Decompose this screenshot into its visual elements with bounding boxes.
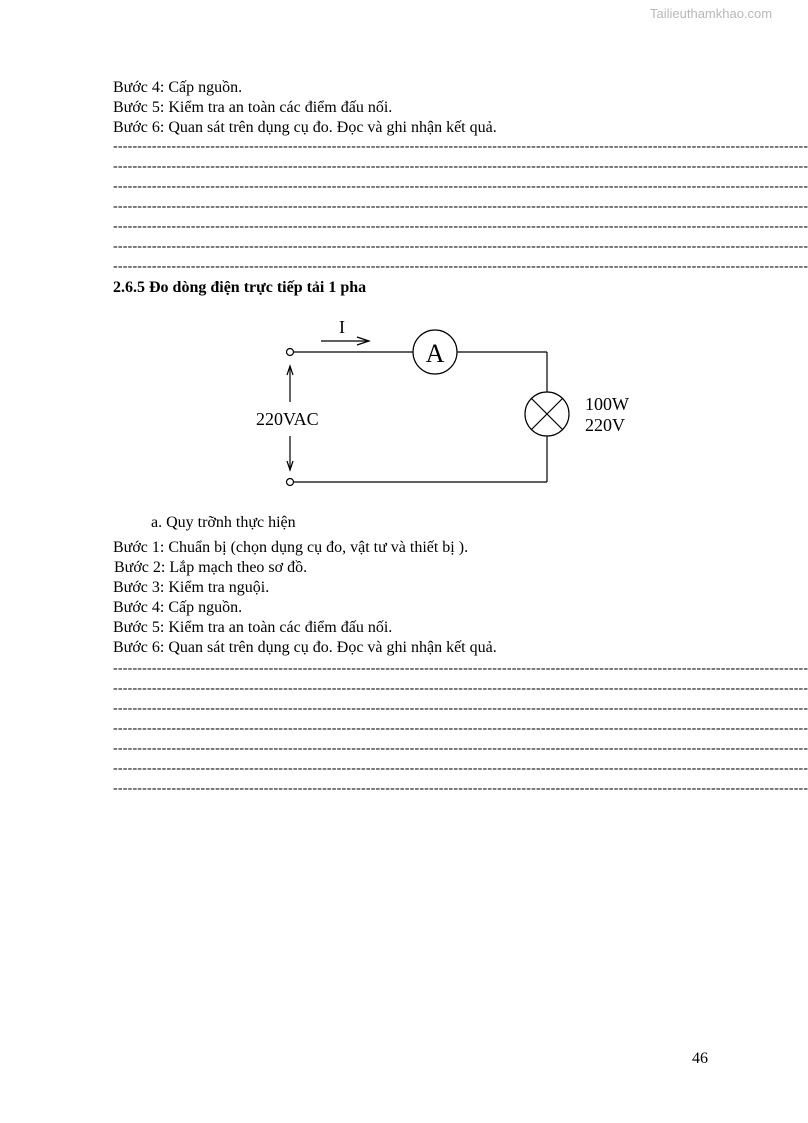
answer-line: ----------------------------------------------------------------------------------------------------------------------------------------------- [113,219,808,234]
answer-line: ----------------------------------------------------------------------------------------------------------------------------------------------- [113,159,808,174]
step-3: Bước 3: Kiểm tra nguội. [113,579,270,596]
step-6-top: Bước 6: Quan sát trên dụng cụ đo. Đọc và ghi nhận kết quả. [113,119,497,136]
answer-line: ----------------------------------------------------------------------------------------------------------------------------------------------- [113,259,808,274]
terminal-top [287,349,294,356]
step-1: Bước 1: Chuẩn bị (chọn dụng cụ đo, vật tư và thiết bị ). [113,539,469,556]
answer-line: ----------------------------------------------------------------------------------------------------------------------------------------------- [113,721,808,736]
terminal-bottom [287,479,294,486]
lamp-voltage: 220V [585,415,625,435]
step-4: Bước 4: Cấp nguồn. [113,599,243,616]
answer-line: ----------------------------------------------------------------------------------------------------------------------------------------------- [113,701,808,716]
lamp-power: 100W [585,394,629,414]
answer-line: ----------------------------------------------------------------------------------------------------------------------------------------------- [113,239,808,254]
watermark: Tailieuthamkhao.com [650,6,773,21]
answer-line: ----------------------------------------------------------------------------------------------------------------------------------------------- [113,781,808,796]
step-5: Bước 5: Kiểm tra an toàn các điểm đấu nối. [113,619,393,636]
page-number: 46 [692,1050,708,1067]
step-4-top: Bước 4: Cấp nguồn. [113,79,243,96]
section-heading: 2.6.5 Đo dòng điện trực tiếp tải 1 pha [113,279,367,296]
step-2: Bước 2: Lắp mạch theo sơ đồ. [114,559,308,576]
current-label: I [339,317,345,337]
step-6: Bước 6: Quan sát trên dụng cụ đo. Đọc và ghi nhận kết quả. [113,639,497,656]
procedure-title: a. Quy trỡnh thực hiện [151,514,296,531]
step-5-top: Bước 5: Kiểm tra an toàn các điểm đấu nối. [113,99,393,116]
answer-line: ----------------------------------------------------------------------------------------------------------------------------------------------- [113,179,808,194]
answer-line: ----------------------------------------------------------------------------------------------------------------------------------------------- [113,761,808,776]
source-label: 220VAC [256,409,319,429]
answer-line: ----------------------------------------------------------------------------------------------------------------------------------------------- [113,741,808,756]
answer-line: ----------------------------------------------------------------------------------------------------------------------------------------------- [113,139,808,154]
answer-line: ----------------------------------------------------------------------------------------------------------------------------------------------- [113,661,808,676]
ammeter-label: A [425,339,445,368]
answer-line: ----------------------------------------------------------------------------------------------------------------------------------------------- [113,681,808,696]
answer-line: ----------------------------------------------------------------------------------------------------------------------------------------------- [113,199,808,214]
